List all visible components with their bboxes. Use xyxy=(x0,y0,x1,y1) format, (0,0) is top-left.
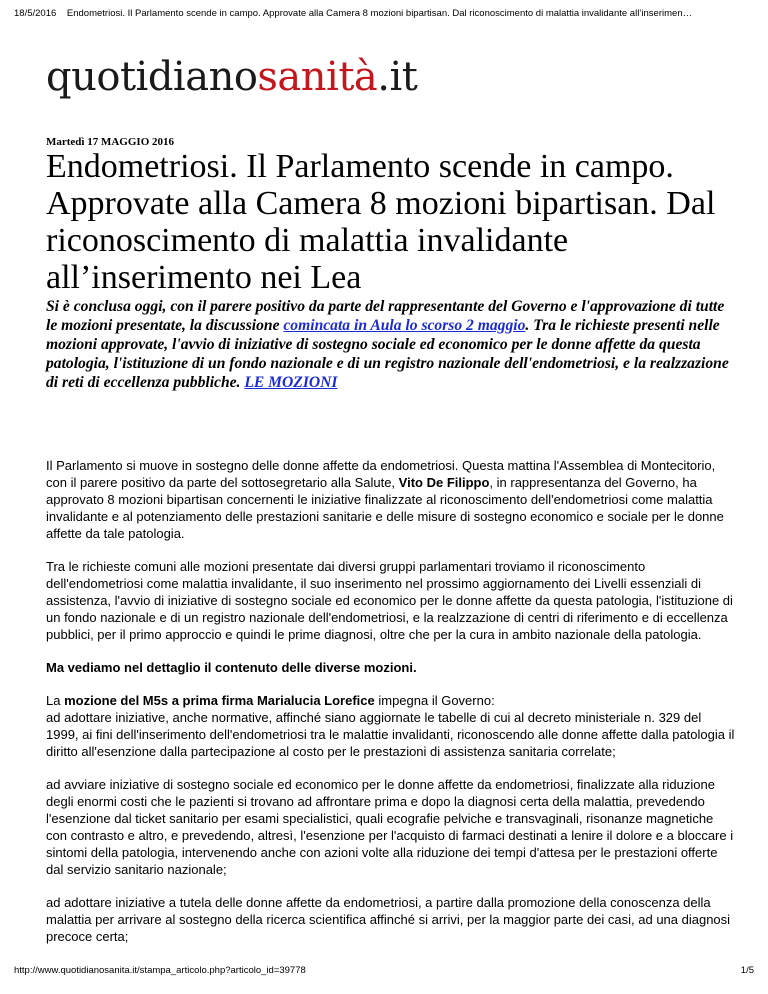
print-url: http://www.quotidianosanita.it/stampa_articolo.php?articolo_id=39778 xyxy=(14,965,306,976)
person-name: Vito De Filippo xyxy=(398,475,490,490)
lead-link-mozioni[interactable]: LE MOZIONI xyxy=(244,374,338,391)
lead-text-1: Si è conclusa oggi, con il parere positivo da parte del rappresentante del Governo e l'approvazione di tutte le mozioni presentate, la discussione xyxy=(46,298,725,334)
print-header xyxy=(14,8,754,19)
lead-text-2: . Tra le richieste presenti nelle mozioni approvate, l'avvio di iniziative di sostegno sociale ed economico per le donne affette da questa patologia, l'istituzione di un fondo nazionale e di un registro nazionale dell'endometriosi, e la realzzazione di reti di eccellenza pubbliche. xyxy=(46,317,729,391)
article-headline: Endometriosi. Il Parlamento scende in campo. Approvate alla Camera 8 mozioni bipartisan. Dal riconoscimento di malattia invalidante all’inserimento nei Lea xyxy=(46,148,716,296)
paragraph-1-text-after: , in rappresentanza del Governo, ha approvato 8 mozioni bipartisan concernenti le iniziative finalizzate al riconoscimento dell'endometriosi come malattia invalidante e al potenziamento delle prestazioni sanitarie e delle misure di sostegno economico e sociale per le donne affette da tale patologia. xyxy=(46,475,724,541)
article-date: Martedì 17 MAGGIO 2016 xyxy=(46,136,175,148)
paragraph-1 xyxy=(46,457,736,542)
article-lead xyxy=(46,297,736,392)
paragraph-4-la: La xyxy=(46,693,65,708)
section-heading: Ma vediamo nel dettaglio il contenuto delle diverse mozioni. xyxy=(46,660,417,675)
mozione-title: mozione del M5s a prima firma Marialucia Lorefice xyxy=(64,693,375,708)
paragraph-5: ad avviare iniziative di sostegno sociale ed economico per le donne affette da endometriosi, finalizzate alla riduzione degli enormi costi che le pazienti si trovano ad affrontare prima e dopo la diagnosi certa della malattia, prevedendo l'esenzione dal ticket sanitario per esami specialistici, quali ecografie pelviche e transvaginali, risonanze magnetiche con contrasto e altro, e prevedendo, altresì, l'esenzione per l'acquisto di farmaci destinati a lenire il dolore e a bloccare i sintomi della patologia, intervenendo anche con azioni volte alla riduzione dei tempi d'attesa per le prestazioni offerte dal servizio sanitario nazionale; xyxy=(46,777,734,877)
lead-link-aula[interactable]: comincata in Aula lo scorso 2 maggio xyxy=(283,317,526,334)
site-logo[interactable] xyxy=(46,54,417,100)
paragraph-4-item: ad adottare iniziative, anche normative, affinché siano aggiornate le tabelle di cui al decreto ministeriale n. 329 del 1999, ai fini dell'inserimento dell'endometriosi tra le malattie invalidanti, riconoscendo alle donne affette dalla patologia il diritto all'esenzione dalla partecipazione al costo per le prestazioni di assistenza sanitaria correlate; xyxy=(46,710,735,759)
print-footer xyxy=(14,965,754,976)
paragraph-1-text: Il Parlamento si muove in sostegno delle donne affette da endometriosi. Questa mattina l'Assemblea di Montecitorio, con il parere positivo da parte del sottosegretario alla Salute, xyxy=(46,458,716,490)
logo-part-it: .it xyxy=(377,54,418,100)
paragraph-6: ad adottare iniziative a tutela delle donne affette da endometriosi, a partire dalla promozione della conoscenza della malattia per arrivare al sostegno della ricerca scientifica affinché si arrivi, per la maggior parte dei casi, ad una diagnosi precoce certa; xyxy=(46,895,731,944)
paragraph-4 xyxy=(46,692,736,760)
print-title: Endometriosi. Il Parlamento scende in campo. Approvate alla Camera 8 mozioni bipartisan. Dal riconoscimento di malattia invalidante all’inserimen… xyxy=(66,8,693,19)
article-body xyxy=(46,457,736,961)
paragraph-2: Tra le richieste comuni alle mozioni presentate dai diversi gruppi parlamentari troviamo il riconoscimento dell'endometriosi come malattia invalidante, il suo inserimento nel prossimo aggiornamento dei Livelli essenziali di assistenza, l'avvio di iniziative di sostegno sociale ed economico per le donne affette da questa patologia, l'istituzione di un fondo nazionale e di un registro nazionale dell'endometriosi, e la realzzazione di centri di riferimento e di eccellenza pubblici, per il primo approccio e quindi le prime diagnosi, oltre che per la cura in ambito nazionale della patologia. xyxy=(46,559,733,642)
paragraph-4-after: impegna il Governo: xyxy=(374,693,495,708)
logo-part-quotidiano: quotidiano xyxy=(46,54,258,100)
paragraph-3-heading xyxy=(46,659,736,676)
print-page-number: 1/5 xyxy=(740,965,754,976)
logo-part-sanita: sanità xyxy=(257,54,378,100)
print-date: 18/5/2016 xyxy=(14,8,57,19)
